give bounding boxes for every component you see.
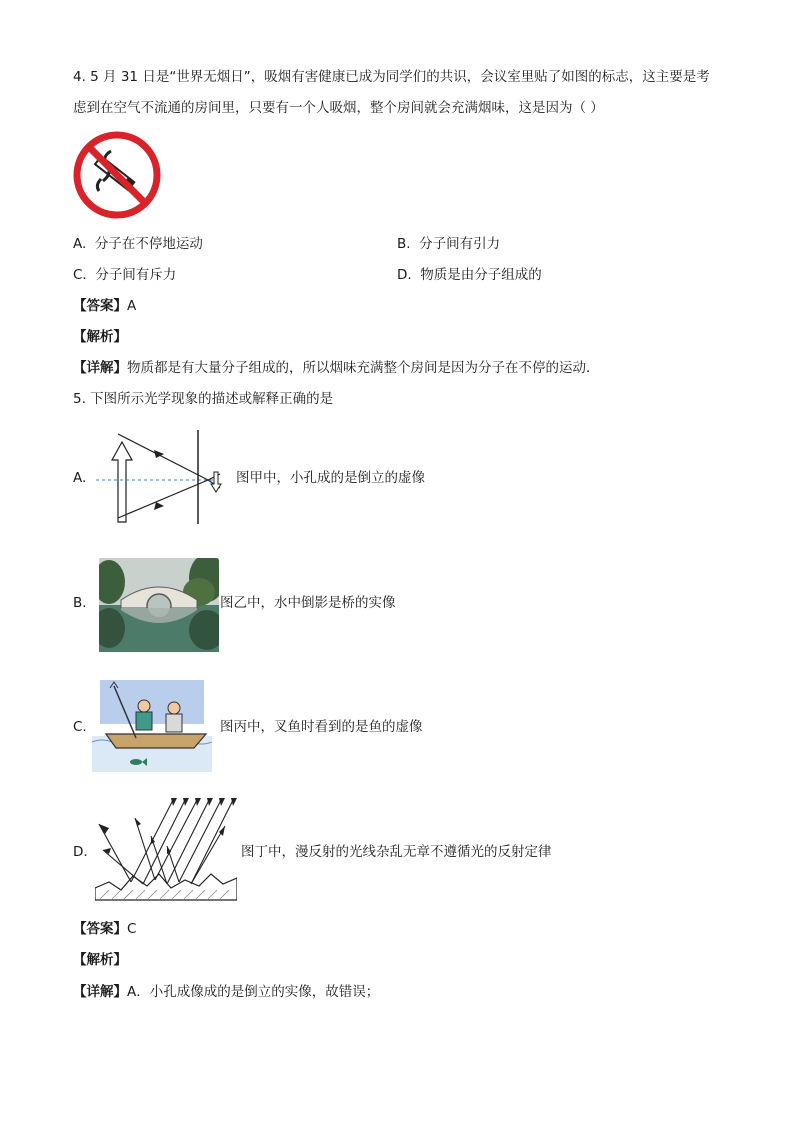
q5-option-c-text: 图丙中，叉鱼时看到的是鱼的虚像	[220, 719, 423, 735]
bridge-reflection-photo	[99, 558, 219, 652]
q4-option-d: D. 物质是由分子组成的	[397, 267, 542, 283]
pinhole-imaging-diagram	[96, 430, 236, 524]
q5-analysis-label: 【解析】	[73, 952, 127, 968]
q5-option-a-letter: A.	[73, 470, 87, 486]
q4-option-a: A. 分子在不停地运动	[73, 236, 203, 252]
q5-stem: 5. 下图所示光学现象的描述或解释正确的是	[73, 391, 334, 407]
q4-detail: 【详解】物质都是有大量分子组成的，所以烟味充满整个房间是因为分子在不停的运动．	[73, 360, 600, 376]
q4-analysis-label: 【解析】	[73, 329, 127, 345]
q4-option-c: C. 分子间有斥力	[73, 267, 177, 283]
q4-stem-line2: 虑到在空气不流通的房间里，只要有一个人吸烟，整个房间就会充满烟味，这是因为（ ）	[73, 100, 604, 116]
q5-option-a-text: 图甲中，小孔成的是倒立的虚像	[236, 470, 425, 486]
q5-option-d-text: 图丁中，漫反射的光线杂乱无章不遵循光的反射定律	[241, 844, 552, 860]
q5-answer: 【答案】C	[73, 921, 137, 937]
no-smoking-sign-icon	[71, 131, 163, 219]
diffuse-reflection-diagram	[95, 796, 237, 904]
q5-option-c-letter: C.	[73, 719, 87, 735]
q5-detail: 【详解】A．小孔成像成的是倒立的实像，故错误；	[73, 984, 380, 1000]
q4-answer: 【答案】A	[73, 298, 137, 314]
q4-option-b: B. 分子间有引力	[397, 236, 501, 252]
fishing-boat-illustration	[92, 678, 212, 772]
q5-option-b-text: 图乙中，水中倒影是桥的实像	[220, 595, 396, 611]
q5-option-d-letter: D.	[73, 844, 88, 860]
q4-stem-line1: 4. 5 月 31 日是“世界无烟日”，吸烟有害健康已成为同学们的共识，会议室里贴了如图的标志，这主要是考	[73, 69, 710, 85]
q5-option-b-letter: B.	[73, 595, 87, 611]
